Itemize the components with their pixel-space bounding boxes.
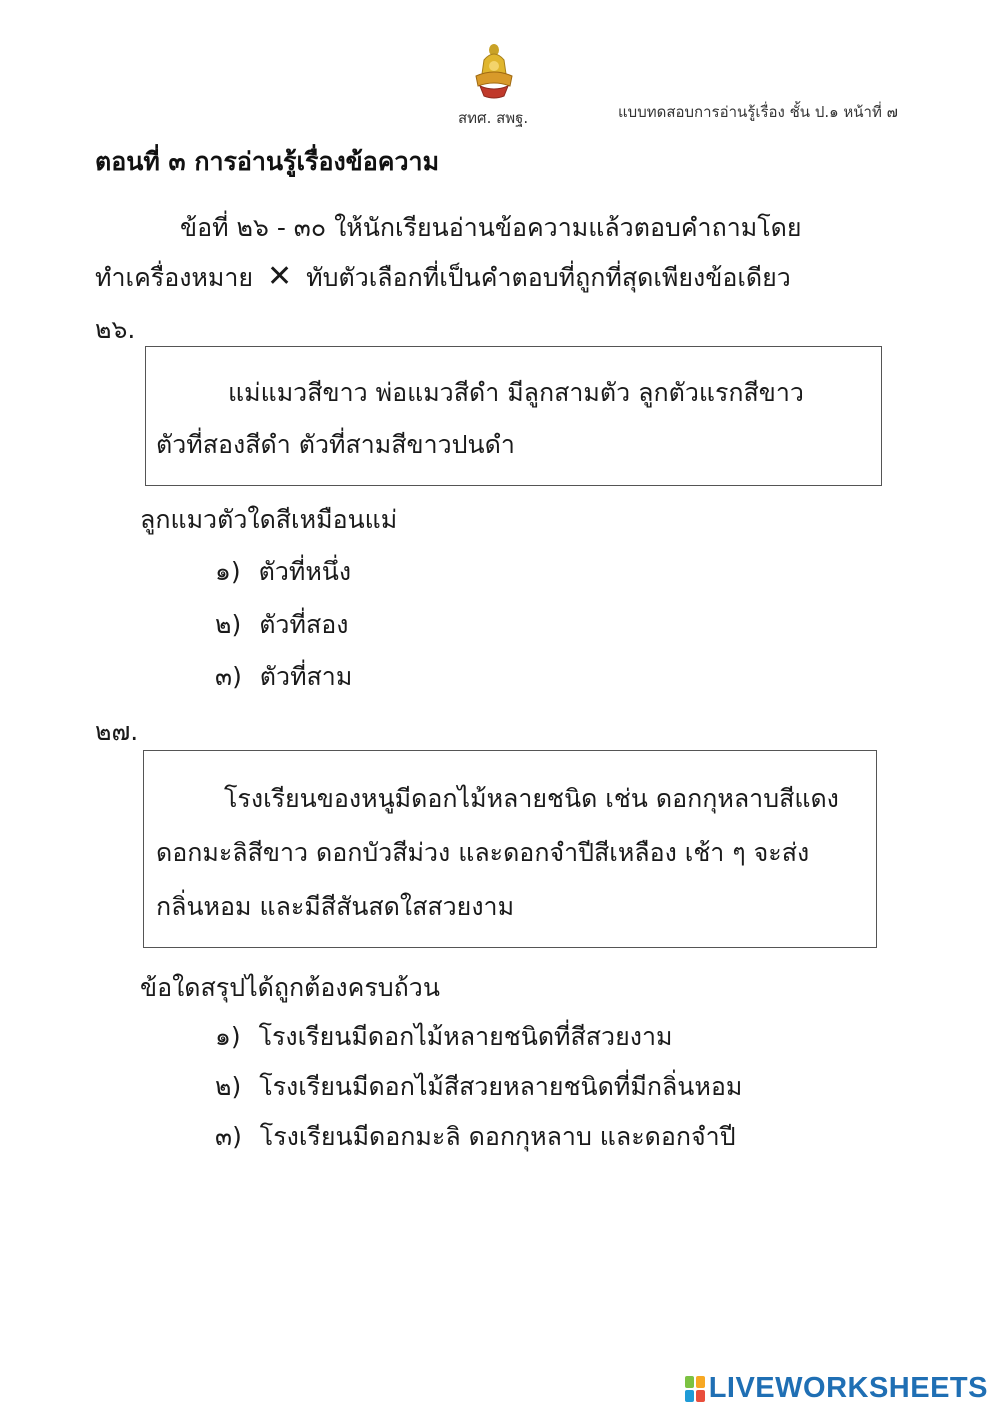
liveworksheets-logo[interactable] <box>685 1372 988 1405</box>
section-title: ตอนที่ ๓ การอ่านรู้เรื่องข้อความ <box>95 147 440 176</box>
choice-text: ตัวที่สอง <box>259 610 349 639</box>
answer-choice-2[interactable] <box>215 1067 742 1107</box>
passage-box <box>143 750 877 948</box>
choice-text: โรงเรียนมีดอกไม้หลายชนิดที่สีสวยงาม <box>258 1022 673 1051</box>
passage-line: กลิ่นหอม และมีสีสันสดใสสวยงาม <box>156 892 515 921</box>
school-emblem-icon <box>470 42 518 102</box>
answer-choice-1[interactable] <box>215 552 351 592</box>
liveworksheets-mark-icon <box>685 1376 705 1402</box>
instructions-before-mark: ทำเครื่องหมาย <box>95 263 254 292</box>
passage-line: ดอกมะลิสีขาว ดอกบัวสีม่วง และดอกจำปีสีเหลือง เช้า ๆ จะส่ง <box>156 838 810 867</box>
answer-choice-3[interactable] <box>215 657 352 697</box>
passage-line: โรงเรียนของหนูมีดอกไม้หลายชนิด เช่น ดอกกุหลาบสีแดง <box>224 784 839 813</box>
choice-label: ๓) <box>215 1122 242 1151</box>
question-number: ๒๖. <box>95 315 136 344</box>
choice-label: ๒) <box>215 1072 242 1101</box>
choice-label: ๑) <box>215 557 241 586</box>
choice-label: ๑) <box>215 1022 241 1051</box>
answer-choice-3[interactable] <box>215 1117 736 1157</box>
answer-choice-2[interactable] <box>215 605 348 645</box>
page-header: แบบทดสอบการอ่านรู้เรื่อง ชั้น ป.๑ หน้าที่ ๗ <box>618 103 898 121</box>
agency-label: สทศ. สพฐ. <box>458 109 529 127</box>
instructions-line-1: ข้อที่ ๒๖ - ๓๐ ให้นักเรียนอ่านข้อความแล้วตอบคำถามโดย <box>180 213 802 242</box>
choice-text: ตัวที่หนึ่ง <box>258 557 352 586</box>
passage-line: ตัวที่สองสีดำ ตัวที่สามสีขาวปนดำ <box>156 430 515 459</box>
answer-choice-1[interactable] <box>215 1017 672 1057</box>
choice-text: ตัวที่สาม <box>259 662 353 691</box>
x-mark-icon: ✕ <box>267 259 293 294</box>
choice-label: ๓) <box>215 662 242 691</box>
passage-line: แม่แมวสีขาว พ่อแมวสีดำ มีลูกสามตัว ลูกตัวแรกสีขาว <box>228 378 804 407</box>
instructions-line-2 <box>95 258 791 298</box>
brand-name: LIVEWORKSHEETS <box>708 1372 988 1404</box>
instructions-after-mark: ทับตัวเลือกที่เป็นคำตอบที่ถูกที่สุดเพียงข้อเดียว <box>306 263 791 292</box>
question-prompt: ลูกแมวตัวใดสีเหมือนแม่ <box>140 505 398 534</box>
question-prompt: ข้อใดสรุปได้ถูกต้องครบถ้วน <box>140 973 440 1002</box>
choice-text: โรงเรียนมีดอกมะลิ ดอกกุหลาบ และดอกจำปี <box>259 1122 736 1151</box>
passage-box <box>145 346 882 486</box>
choice-label: ๒) <box>215 610 242 639</box>
choice-text: โรงเรียนมีดอกไม้สีสวยหลายชนิดที่มีกลิ่นหอม <box>259 1072 743 1101</box>
question-number: ๒๗. <box>95 717 139 746</box>
